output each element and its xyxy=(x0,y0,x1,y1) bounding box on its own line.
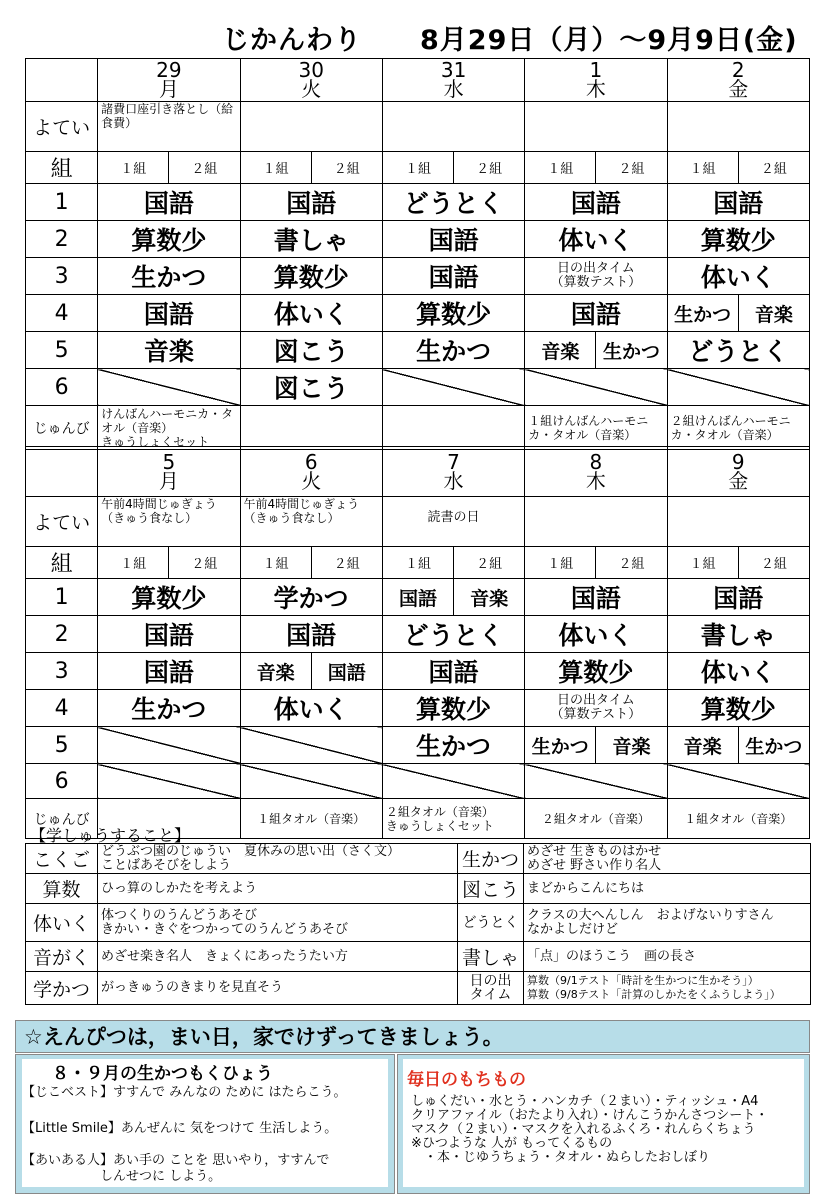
day-weekday: 月 xyxy=(158,468,179,493)
mokuhyo-box xyxy=(15,1054,395,1194)
subject-cell: 音楽 xyxy=(667,727,738,764)
title-main: じかんわり xyxy=(222,25,362,56)
yotei-cell xyxy=(382,102,524,152)
day-weekday: 火 xyxy=(301,77,322,101)
day-weekday: 木 xyxy=(585,468,606,493)
class1-label: １組 xyxy=(240,152,311,184)
period-number: 6 xyxy=(26,369,98,406)
class1-label: １組 xyxy=(525,152,596,184)
empty-slash-cell xyxy=(667,764,809,799)
subject-cell: 国語 xyxy=(240,184,382,221)
junbi-cell xyxy=(382,406,524,450)
page-title xyxy=(0,18,827,58)
yotei-cell: 読書の日 xyxy=(382,497,524,547)
subject-label: どうとく xyxy=(458,904,524,942)
period-number: 6 xyxy=(26,764,98,799)
yotei-cell xyxy=(525,497,667,547)
subject-label: 体いく xyxy=(26,904,98,942)
day-date: 7 xyxy=(447,449,460,474)
yotei-cell xyxy=(525,102,667,152)
study-content: どうぶつ園のじゅうい 夏休みの思い出（さく文） ことばあそびをしよう xyxy=(98,844,458,874)
gakushu-table xyxy=(25,843,811,1005)
subject-cell: 音楽 xyxy=(98,332,240,369)
class1-label: １組 xyxy=(382,547,453,579)
subject-cell: 音楽 xyxy=(240,653,311,690)
yotei-cell: 午前4時間じゅぎょう（きゅう食なし） xyxy=(98,497,240,547)
junbi-cell: ２組けんばんハーモニカ・タオル（音楽） xyxy=(667,406,809,450)
class1-label: １組 xyxy=(667,152,738,184)
class1-label: １組 xyxy=(240,547,311,579)
study-content: めざせ 生きものはかせ めざせ 野さい作り名人 xyxy=(524,844,811,874)
yotei-label: よてい xyxy=(26,102,98,152)
period-number: 3 xyxy=(26,258,98,295)
subject-cell: 音楽 xyxy=(596,727,667,764)
period-number: 5 xyxy=(26,727,98,764)
day-header xyxy=(382,59,524,102)
subject-label: 生かつ xyxy=(458,844,524,874)
subject-cell: 書しゃ xyxy=(240,221,382,258)
study-content: クラスの大へんしん およげないりすさん なかよしだけど xyxy=(524,904,811,942)
subject-cell: 音楽 xyxy=(525,332,596,369)
day-header xyxy=(240,59,382,102)
kumi-label: 組 xyxy=(26,547,98,579)
subject-cell: 音楽 xyxy=(738,295,809,332)
day-date: 6 xyxy=(304,449,318,474)
title-date-range: 8月29日（月）～9月9日(金) xyxy=(420,25,798,56)
subject-cell: 体いく xyxy=(240,690,382,727)
mochimono-line: マスク（２まい）・マスクを入れるふくろ・れんらくちょう xyxy=(411,1122,756,1137)
empty-slash-cell xyxy=(240,727,382,764)
subject-cell: 国語 xyxy=(98,653,240,690)
junbi-cell xyxy=(240,406,382,450)
day-weekday: 火 xyxy=(301,468,322,493)
day-weekday: 月 xyxy=(158,77,179,101)
day-date: 5 xyxy=(162,449,176,474)
day-header xyxy=(240,447,382,497)
day-header xyxy=(382,447,524,497)
day-date: 29 xyxy=(156,58,182,82)
junbi-cell: １組タオル（音楽） xyxy=(667,799,809,839)
subject-cell: 国語 xyxy=(525,579,667,616)
day-header xyxy=(525,59,667,102)
day-weekday: 水 xyxy=(443,77,464,101)
gakushu-heading: 【学しゅうすること】 xyxy=(30,826,191,845)
empty-slash-cell xyxy=(525,369,667,406)
class1-label: １組 xyxy=(667,547,738,579)
class2-label: ２組 xyxy=(454,152,525,184)
class2-label: ２組 xyxy=(738,547,809,579)
junbi-label: じゅんび xyxy=(26,799,98,839)
class2-label: ２組 xyxy=(596,152,667,184)
subject-cell: 国語 xyxy=(98,295,240,332)
empty-slash-cell xyxy=(98,369,240,406)
mochimono-title: 毎日のもちもの xyxy=(407,1070,526,1090)
subject-cell: 算数少 xyxy=(382,690,524,727)
study-content: めざせ楽き名人 きょくにあったうたい方 xyxy=(98,942,458,972)
corner-cell xyxy=(26,59,98,102)
yotei-cell: 午前4時間じゅぎょう（きゅう食なし） xyxy=(240,497,382,547)
period-number: 2 xyxy=(26,221,98,258)
empty-slash-cell xyxy=(667,369,809,406)
study-content: 算数（9/1テスト「時計を生かつに生かそう」） 算数（9/8テスト「計算のしかたをくふうしよう」） xyxy=(524,972,811,1005)
timetable-week2 xyxy=(25,446,810,839)
subject-cell: 算数少 xyxy=(240,258,382,295)
class2-label: ２組 xyxy=(311,152,382,184)
subject-cell: 算数少 xyxy=(667,690,809,727)
timetable-week1 xyxy=(25,58,810,450)
subject-cell: 生かつ xyxy=(525,727,596,764)
day-date: 1 xyxy=(589,58,603,82)
subject-label: 図こう xyxy=(458,874,524,904)
subject-cell: どうとく xyxy=(382,616,524,653)
empty-slash-cell xyxy=(525,764,667,799)
junbi-cell: １組けんばんハーモニカ・タオル（音楽） xyxy=(525,406,667,450)
subject-label: こくご xyxy=(26,844,98,874)
class2-label: ２組 xyxy=(454,547,525,579)
class2-label: ２組 xyxy=(311,547,382,579)
mokuhyo-line: しんせつに しよう。 xyxy=(100,1169,222,1184)
yotei-label: よてい xyxy=(26,497,98,547)
study-content: まどからこんにちは xyxy=(524,874,811,904)
study-content: がっきゅうのきまりを見直そう xyxy=(98,972,458,1005)
class1-label: １組 xyxy=(525,547,596,579)
class1-label: １組 xyxy=(382,152,453,184)
subject-cell: どうとく xyxy=(667,332,809,369)
day-date: 30 xyxy=(298,58,324,82)
subject-cell: 国語 xyxy=(525,295,667,332)
period-number: 3 xyxy=(26,653,98,690)
subject-label: 書しゃ xyxy=(458,942,524,972)
day-header xyxy=(525,447,667,497)
mokuhyo-title: ８・９月の生かつもくひょう xyxy=(52,1064,273,1084)
day-date: 9 xyxy=(731,449,745,474)
subject-cell: 日の出タイム （算数テスト） xyxy=(525,690,667,727)
subject-cell: 国語 xyxy=(311,653,382,690)
yotei-cell xyxy=(667,497,809,547)
junbi-cell: ２組タオル（音楽） きゅうしょくセット xyxy=(382,799,524,839)
mochimono-list xyxy=(411,1095,768,1165)
class2-label: ２組 xyxy=(738,152,809,184)
subject-cell: 図こう xyxy=(240,332,382,369)
empty-slash-cell xyxy=(98,727,240,764)
subject-cell: どうとく xyxy=(382,184,524,221)
subject-label: 音がく xyxy=(26,942,98,972)
day-date: 31 xyxy=(440,58,467,82)
empty-slash-cell xyxy=(382,764,524,799)
subject-cell: 国語 xyxy=(98,616,240,653)
day-date: 2 xyxy=(731,58,745,82)
kumi-label: 組 xyxy=(26,152,98,184)
junbi-label: じゅんび xyxy=(26,406,98,450)
subject-cell: 生かつ xyxy=(382,332,524,369)
subject-cell: 学かつ xyxy=(240,579,382,616)
subject-cell: 体いく xyxy=(667,653,809,690)
class2-label: ２組 xyxy=(169,152,240,184)
subject-cell: 算数少 xyxy=(667,221,809,258)
subject-cell: 国語 xyxy=(382,258,524,295)
mochimono-line: クリアファイル（おたより入れ）・けんこうかんさつシート・ xyxy=(411,1108,769,1123)
subject-label: 学かつ xyxy=(26,972,98,1005)
study-content: 「点」のほうこう 画の長さ xyxy=(524,942,811,972)
subject-cell: 生かつ xyxy=(98,690,240,727)
period-number: 1 xyxy=(26,579,98,616)
day-weekday: 水 xyxy=(443,468,464,493)
subject-cell: 生かつ xyxy=(596,332,667,369)
mokuhyo-line: 【じこベスト】すすんで みんなの ために はたらこう。 xyxy=(22,1085,347,1100)
day-header xyxy=(98,447,240,497)
mokuhyo-line: 【あいある人】あい手の ことを 思いやり，すすんで xyxy=(22,1153,330,1168)
subject-cell: 国語 xyxy=(98,184,240,221)
subject-cell: 算数少 xyxy=(98,221,240,258)
subject-cell: 体いく xyxy=(240,295,382,332)
subject-cell: 国語 xyxy=(382,221,524,258)
subject-cell: 国語 xyxy=(382,653,524,690)
empty-slash-cell xyxy=(240,764,382,799)
day-weekday: 金 xyxy=(728,77,749,101)
empty-slash-cell xyxy=(382,369,524,406)
period-number: 5 xyxy=(26,332,98,369)
subject-cell: 体いく xyxy=(667,258,809,295)
study-content: 体つくりのうんどうあそび きかい・きぐをつかってのうんどうあそび xyxy=(98,904,458,942)
subject-cell: 音楽 xyxy=(454,579,525,616)
mochimono-line: ・本・じゆうちょう・タオル・ぬらしたおしぼり xyxy=(411,1150,711,1165)
class1-label: １組 xyxy=(98,152,169,184)
day-header xyxy=(98,59,240,102)
junbi-cell: けんばんハーモニカ・タオル（音楽） きゅうしょくセット xyxy=(98,406,240,450)
subject-label: 日の出 タイム xyxy=(458,972,524,1005)
yotei-cell: 諸費口座引き落とし（給食費） xyxy=(98,102,240,152)
subject-cell: 国語 xyxy=(667,579,809,616)
mochimono-line: ※ひつような 人が もってくるもの xyxy=(411,1136,613,1151)
subject-cell: 生かつ xyxy=(738,727,809,764)
mochimono-line: しゅくだい・水とう・ハンカチ（２まい）・ティッシュ・A4 xyxy=(411,1094,759,1109)
subject-cell: 生かつ xyxy=(382,727,524,764)
period-number: 2 xyxy=(26,616,98,653)
period-number: 1 xyxy=(26,184,98,221)
subject-cell: 体いく xyxy=(525,616,667,653)
period-number: 4 xyxy=(26,690,98,727)
subject-label: 算数 xyxy=(26,874,98,904)
junbi-cell: １組タオル（音楽） xyxy=(240,799,382,839)
yotei-cell xyxy=(667,102,809,152)
corner-cell xyxy=(26,447,98,497)
subject-cell: 国語 xyxy=(240,616,382,653)
day-header xyxy=(667,59,809,102)
mokuhyo-line: 【Little Smile】あんぜんに 気をつけて 生活しよう。 xyxy=(22,1121,338,1136)
day-weekday: 金 xyxy=(728,468,749,493)
yotei-cell xyxy=(240,102,382,152)
day-date: 8 xyxy=(589,449,603,474)
subject-cell: 図こう xyxy=(240,369,382,406)
empty-slash-cell xyxy=(98,764,240,799)
subject-cell: 算数少 xyxy=(382,295,524,332)
class1-label: １組 xyxy=(98,547,169,579)
subject-cell: 生かつ xyxy=(667,295,738,332)
subject-cell: 算数少 xyxy=(525,653,667,690)
subject-cell: 書しゃ xyxy=(667,616,809,653)
study-content: ひっ算のしかたを考えよう xyxy=(98,874,458,904)
day-header xyxy=(667,447,809,497)
subject-cell: 国語 xyxy=(667,184,809,221)
subject-cell: 国語 xyxy=(525,184,667,221)
day-weekday: 木 xyxy=(585,77,606,101)
subject-cell: 算数少 xyxy=(98,579,240,616)
subject-cell: 日の出タイム （算数テスト） xyxy=(525,258,667,295)
class2-label: ２組 xyxy=(596,547,667,579)
subject-cell: 体いく xyxy=(525,221,667,258)
period-number: 4 xyxy=(26,295,98,332)
junbi-cell: ２組タオル（音楽） xyxy=(525,799,667,839)
subject-cell: 国語 xyxy=(382,579,453,616)
pencil-banner: ☆えんぴつは，まい日，家でけずってきましょう。 xyxy=(15,1020,810,1053)
mochimono-box xyxy=(397,1054,810,1194)
class2-label: ２組 xyxy=(169,547,240,579)
subject-cell: 生かつ xyxy=(98,258,240,295)
